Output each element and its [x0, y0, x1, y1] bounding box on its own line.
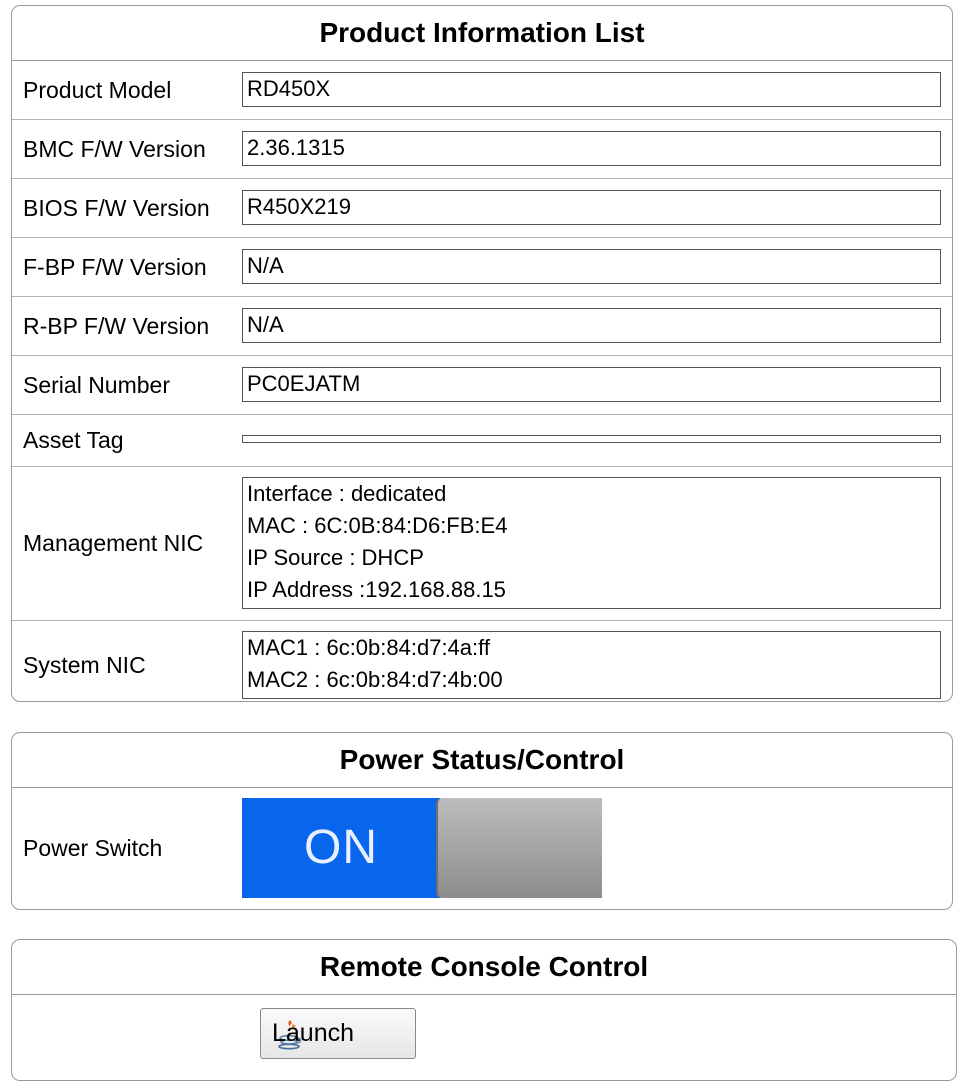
management-nic-ip-address: IP Address :192.168.88.15: [247, 577, 506, 602]
bmc-fw-label: BMC F/W Version: [23, 135, 206, 162]
management-nic-field: [242, 477, 941, 609]
console-panel: [11, 939, 957, 1081]
row-asset-tag: [12, 415, 952, 467]
serial-number-label: Serial Number: [23, 371, 170, 398]
management-nic-label: Management NIC: [23, 530, 204, 556]
row-fbp-fw-version: [12, 238, 952, 297]
power-switch-label: Power Switch: [23, 834, 163, 861]
system-nic-label: System NIC: [23, 651, 146, 678]
serial-number-field: PC0EJATM: [242, 367, 941, 402]
power-panel-title: Power Status/Control: [12, 733, 952, 788]
asset-tag-field: [242, 435, 941, 443]
row-management-nic: [12, 467, 952, 621]
bios-fw-field: R450X219: [242, 190, 941, 225]
product-model-field: RD450X: [242, 72, 941, 107]
management-nic-mac: MAC : 6C:0B:84:D6:FB:E4: [247, 513, 508, 538]
row-system-nic: [12, 621, 952, 702]
system-nic-mac2: MAC2 : 6c:0b:84:d7:4b:00: [247, 667, 503, 692]
rbp-fw-label: R-BP F/W Version: [23, 312, 210, 339]
console-panel-title: Remote Console Control: [12, 940, 956, 995]
asset-tag-label: Asset Tag: [23, 427, 124, 453]
rbp-fw-field: N/A: [242, 308, 941, 343]
row-bmc-fw-version: [12, 120, 952, 179]
launch-button-label: Launch: [272, 1019, 355, 1047]
fbp-fw-field: N/A: [242, 249, 941, 284]
launch-button[interactable]: [260, 1008, 416, 1059]
bios-fw-label: BIOS F/W Version: [23, 194, 210, 221]
row-rbp-fw-version: [12, 297, 952, 356]
system-nic-field: [242, 631, 941, 699]
row-bios-fw-version: [12, 179, 952, 238]
row-power-switch: [12, 788, 952, 908]
power-switch-knob[interactable]: [436, 798, 602, 898]
management-nic-interface: Interface : dedicated: [247, 481, 447, 506]
management-nic-ip-source: IP Source : DHCP: [247, 545, 424, 570]
product-model-label: Product Model: [23, 76, 172, 103]
product-info-panel: [11, 5, 953, 702]
system-nic-mac1: MAC1 : 6c:0b:84:d7:4a:ff: [247, 635, 490, 660]
row-launch: [12, 995, 956, 1081]
power-switch-state: ON: [242, 798, 440, 898]
bmc-fw-field: 2.36.1315: [242, 131, 941, 166]
power-panel: [11, 732, 953, 910]
row-serial-number: [12, 356, 952, 415]
product-info-title: Product Information List: [12, 6, 952, 61]
row-product-model: [12, 61, 952, 120]
fbp-fw-label: F-BP F/W Version: [23, 253, 207, 280]
power-switch-toggle[interactable]: [242, 798, 602, 898]
